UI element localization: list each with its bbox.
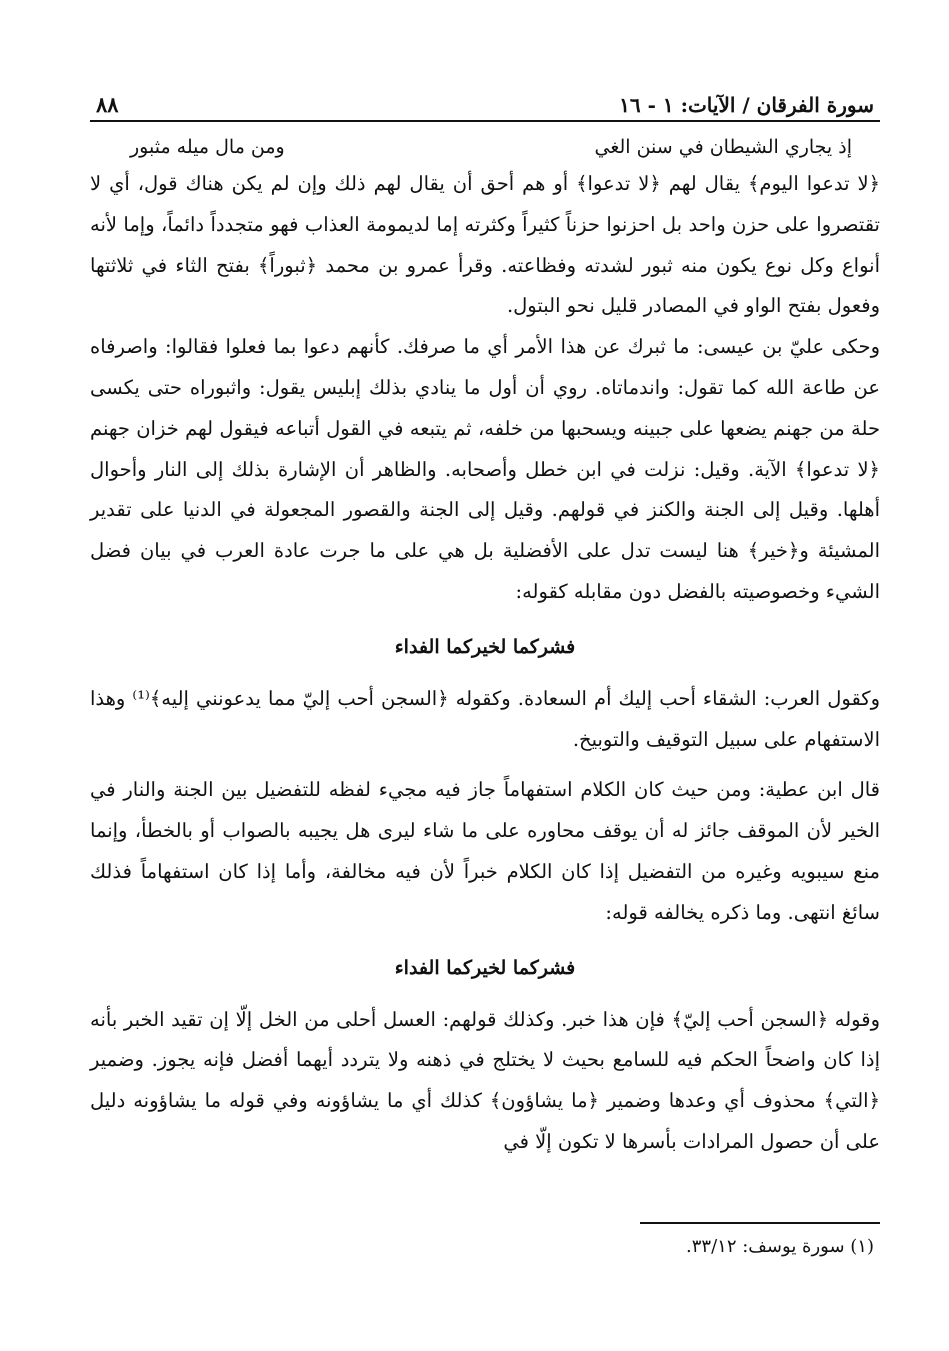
paragraph-4: وقوله ﴿السجن أحب إليّ﴾ فإن هذا خبر. وكذلك قولهم: العسل أحلى من الخل إلّا إن تقيد الخبر بأنه إذا كان واضحاً الحكم فيه للسامع بحيث لا يختلج في ذهنه ولا يتردد أيهما أفضل فإنه يجوز. وضمير ﴿التي﴾ محذوف أي وعدها وضمير ﴿ما يشاؤون﴾ كذلك أي ما يشاؤونه وفي قوله ما يشاؤونه دليل على أن حصول المرادات بأسرها لا تكون إلّا في bbox=[90, 1007, 880, 1153]
paragraph-2: وكقول العرب: الشقاء أحب إليك أم السعادة. وكقوله ﴿السجن أحب إليّ مما يدعونني إليه﴾⁽¹⁾ وهذا الاستفهام على سبيل التوقيف والتوبيخ. bbox=[90, 686, 881, 751]
verse-first-hemistich: إذ يجاري الشيطان في سنن الغي bbox=[594, 136, 852, 158]
poetry-verse bbox=[130, 130, 852, 164]
quote-verse-2: فشركما لخيركما الفداء bbox=[394, 956, 576, 979]
page bbox=[90, 92, 880, 1163]
footnote-divider bbox=[640, 1222, 880, 1224]
page-number: ٨٨ bbox=[96, 92, 119, 117]
quote-verse-1: فشركما لخيركما الفداء bbox=[394, 635, 576, 658]
paragraph-1b: وحكى عليّ بن عيسى: ما ثبرك عن هذا الأمر أي ما صرفك. كأنهم دعوا بما فعلوا فقالوا: واصرفاه عن طاعة الله كما تقول: واندماتاه. روي أن أول ما ينادي بذلك إبليس يقول: واثبوراه حتى يكسى حلة من جهنم يضعها على جبينه ويسحبها من خلفه، ثم يتبعه في القول أتباعه فيقول لهم خزان جهنم ﴿لا تدعوا﴾ الآية. وقيل: نزلت في ابن خطل وأصحابه. والظاهر أن الإشارة بذلك إلى النار وأحوال أهلها. وقيل إلى الجنة والكنز في قولهم. وقيل إلى الجنة والقصور المجعولة في الدنيا على تقدير المشيئة و﴿خير﴾ هنا ليست تدل على الأفضلية بل هي على ما جرت عادة العرب في بيان فضل الشيء وخصوصيته بالفضل دون مقابله كقوله: bbox=[90, 335, 880, 603]
footnote: (١) سورة يوسف: ٣٣/١٢. bbox=[686, 1236, 874, 1257]
chapter-title: سورة الفرقان / الآيات: ١ - ١٦ bbox=[619, 93, 874, 117]
running-header bbox=[90, 92, 880, 122]
verse-second-hemistich: ومن مال ميله مثبور bbox=[130, 136, 285, 158]
paragraph-1: ﴿لا تدعوا اليوم﴾ يقال لهم ﴿لا تدعوا﴾ أو هم أحق أن يقال لهم ذلك وإن لم يكن هناك قول، أي لا تقتصروا على حزن واحد بل احزنوا حزناً كثيراً وكثرته إما لديمومة العذاب فهو متجدداً دائماً، وإما لأنه أنواع وكل نوع يكون منه ثبور لشدته وفظاعته. وقرأ عمرو بن محمد ﴿ثبوراً﴾ بفتح الثاء في ثلاثتها وفعول بفتح الواو في المصادر قليل نحو البتول. bbox=[90, 172, 880, 318]
paragraph-3: قال ابن عطية: ومن حيث كان الكلام استفهاماً جاز فيه مجيء لفظه للتفضيل بين الجنة والنار في الخير لأن الموقف جائز له أن يوقف محاوره على ما شاء ليرى هل يجيبه بالصواب أو بالخطأ، وإنما منع سيبويه وغيره من التفضيل إذا كان الكلام خبراً لأن فيه مخالفة، وأما إذا كان استفهاماً فذلك سائغ انتهى. وما ذكره يخالفه قوله: bbox=[90, 778, 880, 924]
